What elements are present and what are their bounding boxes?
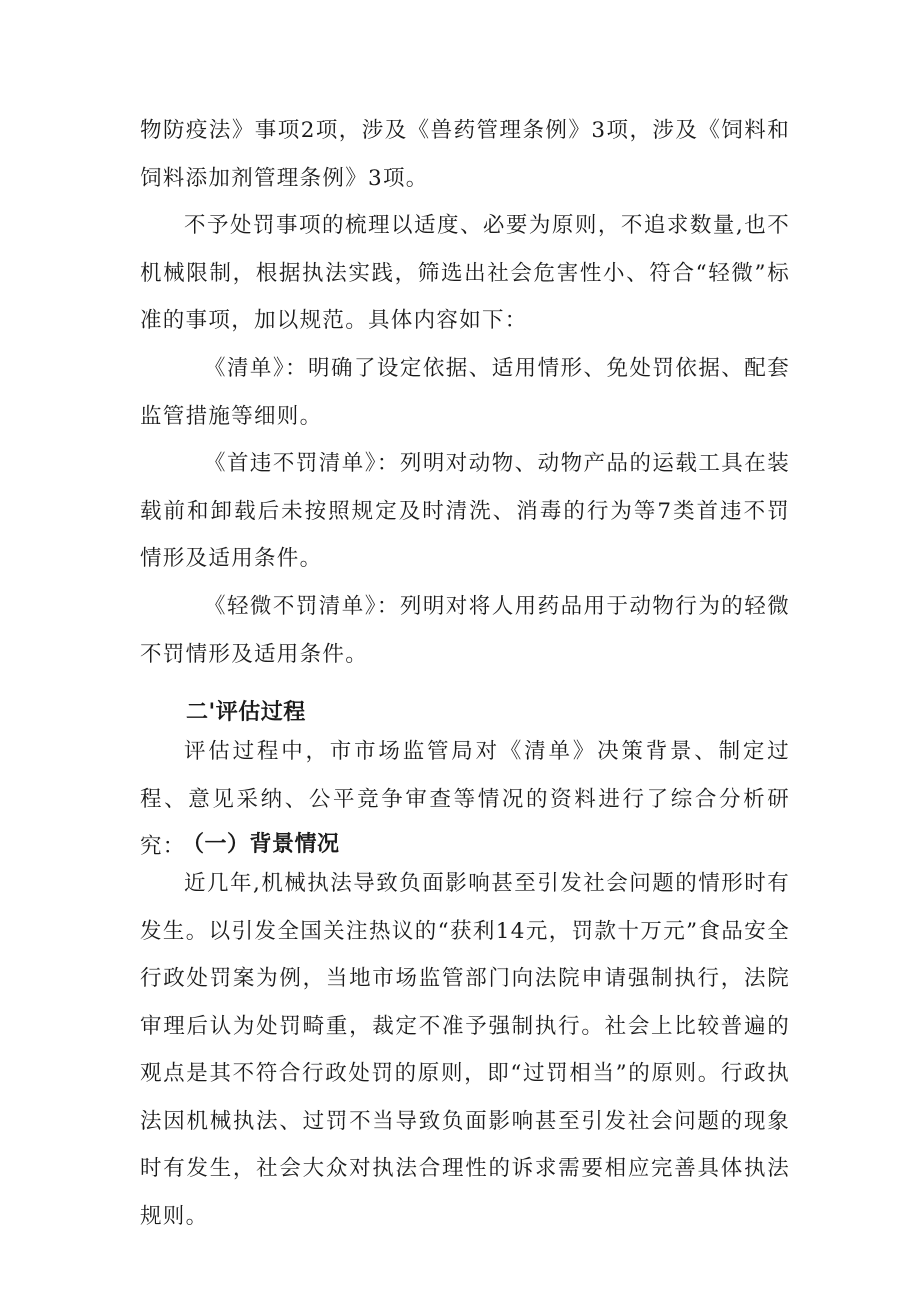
paragraph-background: 近几年,机械执法导致负面影响甚至引发社会问题的情形时有发生。以引发全国关注热议的“获利14元，罚款十万元”食品安全行政处罚案为例，当地市场监管部门向法院申请强制执行，法院审理后认为处罚畸重，裁定不准予强制执行。社会上比较普遍的观点是其不符合行政处罚的原则，即“过罚相当”的原则。行政执法因机械执法、过罚不当导致负面影响甚至引发社会问题的现象时有发生，社会大众对执法合理性的诉求需要相应完善具体执法规则。: [140, 871, 790, 1229]
paragraph-first-violation-list: 《首违不罚清单》：列明对动物、动物产品的运载工具在装载前和卸载后未按照规定及时清洗、消毒的行为等7类首违不罚情形及适用条件。: [140, 451, 790, 571]
subsection-heading-background: （一）背景情况: [182, 832, 340, 857]
paragraph-no-penalty-principle: 不予处罚事项的梳理以适度、必要为原则，不追求数量,也不机械限制，根据执法实践，筛选出社会危害性小、符合“轻微”标准的事项，加以规范。具体内容如下：: [140, 213, 790, 333]
paragraph-evaluation-process: 评估过程中，市市场监管局对《清单》决策背景、制定过程、意见采纳、公平竞争审查等情况的资料进行了综合分析研究：: [140, 739, 790, 859]
paragraph-minor-violation-list: 《轻微不罚清单》：列明对将人用药品用于动物行为的轻微不罚情形及适用条件。: [140, 594, 790, 667]
section-heading-evaluation-process: 二'评估过程: [186, 700, 306, 725]
paragraph-animal-epidemic-items: 物防疫法》事项2项，涉及《兽药管理条例》3项，涉及《饲料和饲料添加剂管理条例》3项。: [140, 118, 790, 191]
paragraph-list-description: 《清单》：明确了设定依据、适用情形、免处罚依据、配套监管措施等细则。: [140, 356, 790, 429]
